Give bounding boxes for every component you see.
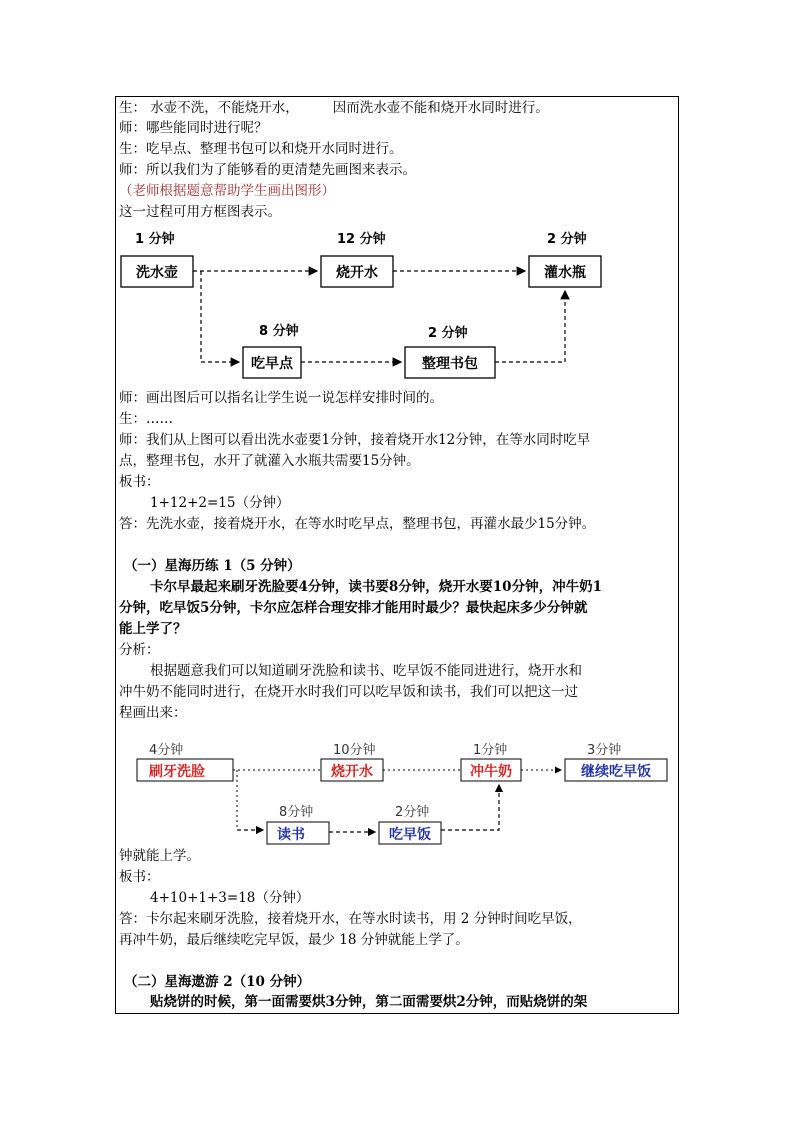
box-label: 烧开水	[336, 265, 378, 281]
line-answer-2b: 再冲牛奶，最后继续吃完早饭，最少 18 分钟就能上学了。	[119, 932, 469, 948]
box-label: 吃早饭	[389, 827, 431, 843]
problem-2-line-1: 贴烧饼的时候，第一面需要烘3分钟，第二面需要烘2分钟，而贴烧饼的架	[150, 994, 588, 1010]
time-label: 8分钟	[279, 805, 314, 820]
box-label: 烧开水	[331, 764, 373, 780]
analysis-line-3: 程画出来：	[119, 705, 187, 721]
time-label: 1 分钟	[135, 232, 175, 247]
arrow	[495, 291, 565, 362]
line-formula-2: 4+10+1+3=18（分钟）	[150, 890, 310, 906]
flow-diagram-2	[115, 736, 675, 848]
flow-diagram-1	[115, 225, 615, 385]
line-student-2: 生：吃早点、整理书包可以和烧开水同时进行。	[119, 141, 403, 157]
line-student-3: 生：……	[119, 411, 173, 427]
line-board-2: 板书：	[119, 869, 160, 885]
line-formula-1: 1+12+2=15（分钟）	[150, 495, 290, 511]
line-teacher-1: 师：哪些能同时进行呢？	[119, 120, 268, 136]
time-label: 1分钟	[473, 743, 508, 758]
box-label: 吃早点	[251, 356, 293, 372]
line-answer-2: 答：卡尔起来刷牙洗脸，接着烧开水，在等水时读书，用 2 分钟时间吃早饭，	[119, 911, 582, 927]
line-board-1: 板书：	[119, 474, 160, 490]
analysis-label: 分析：	[119, 642, 160, 658]
line-student-1: 生： 水壶不洗，不能烧开水， 因而洗水壶不能和烧开水同时进行。	[119, 100, 549, 116]
box-label: 洗水壶	[136, 265, 178, 281]
line-teacher-4: 师：我们从上图可以看出洗水壶要1分钟，接着烧开水12分钟，在等水同时吃早	[119, 432, 591, 448]
arrow	[441, 785, 499, 830]
time-label: 8 分钟	[259, 324, 299, 339]
line-diagram-intro: 这一过程可用方框图表示。	[119, 204, 281, 220]
box-label: 整理书包	[422, 356, 478, 372]
analysis-line-1: 根据题意我们可以知道刷牙洗脸和读书、吃早饭不能同进进行，烧开水和	[150, 663, 582, 679]
line-teacher-4b: 点，整理书包，水开了就灌入水瓶共需要15分钟。	[119, 453, 420, 469]
box-label: 刷牙洗脸	[149, 764, 205, 780]
section-heading-1: （一）星海历练 1（5 分钟）	[124, 558, 301, 574]
time-label: 3分钟	[587, 743, 622, 758]
arrow	[201, 271, 239, 362]
time-label: 2 分钟	[547, 232, 587, 247]
line-note: （老师根据题意帮助学生画出图形）	[119, 183, 335, 199]
problem-1-line-2: 分钟，吃早饭5分钟，卡尔应怎样合理安排才能用时最少？最快起床多少分钟就	[119, 600, 588, 616]
time-label: 12 分钟	[337, 232, 386, 247]
line-teacher-3: 师：画出图后可以指名让学生说一说怎样安排时间的。	[119, 390, 443, 406]
problem-1-line-3: 能上学了？	[119, 621, 187, 637]
box-label: 读书	[277, 827, 305, 843]
section-heading-2: （二）星海遨游 2（10 分钟）	[124, 974, 311, 990]
line-teacher-2: 师：所以我们为了能够看的更清楚先画图来表示。	[119, 162, 416, 178]
box-label: 继续吃早饭	[581, 764, 651, 780]
problem-1-line-1: 卡尔早最起来刷牙洗脸要4分钟，读书要8分钟，烧开水要10分钟，冲牛奶1	[150, 579, 602, 595]
line-answer-1: 答：先洗水壶，接着烧开水，在等水时吃早点，整理书包，再灌水最少15分钟。	[119, 516, 596, 532]
time-label: 2分钟	[395, 805, 430, 820]
line-fragment: 钟就能上学。	[119, 848, 200, 864]
box-label: 冲牛奶	[470, 764, 512, 780]
time-label: 2 分钟	[428, 326, 468, 341]
time-label: 4分钟	[149, 743, 184, 758]
time-label: 10分钟	[333, 743, 376, 758]
analysis-line-2: 冲牛奶不能同时进行，在烧开水时我们可以吃早饭和读书，我们可以把这一过	[119, 684, 578, 700]
box-label: 灌水瓶	[544, 265, 586, 281]
